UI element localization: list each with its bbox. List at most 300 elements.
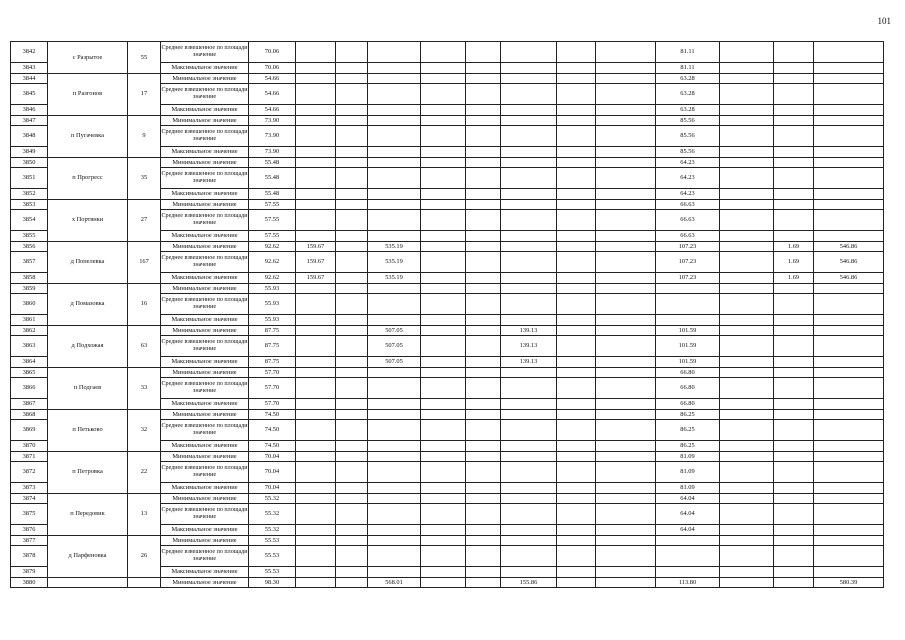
value-cell: [421, 231, 466, 242]
value-cell: [720, 105, 774, 116]
value-cell: [596, 283, 656, 294]
value-cell: [720, 409, 774, 420]
value-cell: [596, 420, 656, 441]
value-cell: [557, 241, 596, 252]
page-number: 101: [877, 16, 891, 26]
value-type: Минимальное значение: [161, 157, 249, 168]
value-cell: [814, 157, 884, 168]
population: 16: [128, 283, 161, 325]
value-cell: [774, 483, 814, 494]
value-cell: 155.86: [501, 577, 557, 588]
value-cell: [814, 325, 884, 336]
value-cell: [720, 115, 774, 126]
value-cell: [296, 409, 336, 420]
row-number: 3846: [11, 105, 48, 116]
value-cell: 54.66: [249, 105, 296, 116]
value-cell: [336, 441, 368, 452]
row-number: 3879: [11, 567, 48, 578]
row-number: 3867: [11, 399, 48, 410]
value-cell: [501, 273, 557, 284]
value-cell: [501, 420, 557, 441]
value-cell: [336, 399, 368, 410]
value-cell: [336, 199, 368, 210]
value-cell: [814, 504, 884, 525]
row-number: 3872: [11, 462, 48, 483]
value-cell: [720, 420, 774, 441]
value-cell: [814, 451, 884, 462]
value-cell: [774, 168, 814, 189]
value-type: Максимальное значение: [161, 273, 249, 284]
value-cell: [421, 84, 466, 105]
value-cell: [336, 241, 368, 252]
value-type: Среднее взвешенное по площади значение: [161, 294, 249, 315]
value-type: Среднее взвешенное по площади значение: [161, 42, 249, 63]
value-cell: [596, 357, 656, 368]
value-cell: [466, 441, 501, 452]
value-cell: [296, 115, 336, 126]
value-type: Среднее взвешенное по площади значение: [161, 210, 249, 231]
value-type: Среднее взвешенное по площади значение: [161, 84, 249, 105]
value-cell: [720, 241, 774, 252]
value-cell: [421, 441, 466, 452]
value-cell: [596, 168, 656, 189]
value-cell: [336, 525, 368, 536]
value-cell: [501, 189, 557, 200]
value-cell: [596, 115, 656, 126]
value-cell: [596, 315, 656, 326]
value-cell: [466, 42, 501, 63]
row-number: 3869: [11, 420, 48, 441]
value-cell: [421, 241, 466, 252]
value-cell: [596, 73, 656, 84]
value-cell: [596, 483, 656, 494]
value-cell: [296, 378, 336, 399]
population: 9: [128, 115, 161, 157]
value-cell: 1.69: [774, 273, 814, 284]
value-cell: [466, 336, 501, 357]
value-cell: 139.13: [501, 336, 557, 357]
value-cell: 86.25: [656, 441, 720, 452]
value-cell: [596, 189, 656, 200]
value-cell: 546.86: [814, 241, 884, 252]
table-row: [11, 157, 884, 168]
row-number: 3844: [11, 73, 48, 84]
value-cell: [466, 577, 501, 588]
value-cell: [466, 210, 501, 231]
value-cell: [596, 546, 656, 567]
value-cell: [557, 63, 596, 74]
value-cell: [336, 252, 368, 273]
value-cell: 87.75: [249, 357, 296, 368]
value-cell: [421, 357, 466, 368]
value-cell: [814, 199, 884, 210]
value-cell: [501, 199, 557, 210]
value-cell: [814, 420, 884, 441]
value-cell: [720, 273, 774, 284]
value-cell: 92.62: [249, 241, 296, 252]
value-cell: [596, 409, 656, 420]
value-cell: 55.32: [249, 525, 296, 536]
value-cell: [421, 577, 466, 588]
value-cell: [336, 168, 368, 189]
value-cell: [557, 283, 596, 294]
value-cell: [368, 105, 421, 116]
value-cell: [814, 147, 884, 158]
value-cell: [296, 493, 336, 504]
value-cell: [596, 157, 656, 168]
settlement-name: д Парфеновка: [48, 535, 128, 577]
value-cell: [368, 441, 421, 452]
value-cell: [501, 567, 557, 578]
value-cell: [501, 231, 557, 242]
value-cell: [336, 231, 368, 242]
value-cell: [296, 420, 336, 441]
row-number: 3849: [11, 147, 48, 158]
value-cell: 73.90: [249, 147, 296, 158]
value-cell: [501, 252, 557, 273]
value-cell: [814, 336, 884, 357]
value-cell: [814, 378, 884, 399]
value-cell: [466, 535, 501, 546]
value-cell: [501, 315, 557, 326]
value-cell: [720, 283, 774, 294]
value-cell: [368, 504, 421, 525]
value-cell: 55.53: [249, 567, 296, 578]
value-cell: [596, 63, 656, 74]
value-cell: [421, 378, 466, 399]
row-number: 3859: [11, 283, 48, 294]
value-cell: [814, 189, 884, 200]
value-cell: [774, 546, 814, 567]
value-cell: [421, 283, 466, 294]
value-cell: [814, 535, 884, 546]
value-cell: [814, 315, 884, 326]
table-row: [11, 451, 884, 462]
value-cell: [501, 63, 557, 74]
settlement-name: п Пугачевка: [48, 115, 128, 157]
value-cell: 81.09: [656, 451, 720, 462]
value-cell: [336, 273, 368, 284]
value-type: Максимальное значение: [161, 483, 249, 494]
value-cell: [421, 535, 466, 546]
value-cell: [557, 367, 596, 378]
value-cell: [720, 199, 774, 210]
value-cell: [421, 147, 466, 158]
value-cell: [501, 546, 557, 567]
row-number: 3874: [11, 493, 48, 504]
value-cell: [296, 567, 336, 578]
value-cell: [557, 567, 596, 578]
value-cell: [421, 567, 466, 578]
value-cell: [557, 420, 596, 441]
value-cell: [368, 525, 421, 536]
value-cell: [501, 409, 557, 420]
value-cell: [501, 451, 557, 462]
settlement-name: [48, 577, 128, 588]
value-cell: [720, 535, 774, 546]
value-cell: [368, 189, 421, 200]
value-cell: [501, 294, 557, 315]
value-cell: [557, 493, 596, 504]
value-cell: [296, 231, 336, 242]
value-cell: [774, 399, 814, 410]
value-cell: [336, 535, 368, 546]
value-cell: [814, 210, 884, 231]
value-cell: [501, 493, 557, 504]
value-cell: 535.19: [368, 252, 421, 273]
value-cell: [501, 73, 557, 84]
value-cell: [596, 241, 656, 252]
value-cell: [368, 420, 421, 441]
value-cell: 55.53: [249, 535, 296, 546]
value-cell: [814, 399, 884, 410]
value-cell: 55.93: [249, 315, 296, 326]
value-cell: [421, 525, 466, 536]
row-number: 3848: [11, 126, 48, 147]
value-cell: [557, 73, 596, 84]
value-type: Среднее взвешенное по площади значение: [161, 378, 249, 399]
value-cell: [466, 84, 501, 105]
value-cell: [421, 115, 466, 126]
value-cell: 535.19: [368, 273, 421, 284]
value-cell: [501, 84, 557, 105]
value-cell: 101.59: [656, 357, 720, 368]
value-cell: 64.04: [656, 493, 720, 504]
value-cell: [656, 546, 720, 567]
value-cell: 1.69: [774, 252, 814, 273]
value-cell: [466, 294, 501, 315]
table-row: [11, 367, 884, 378]
value-cell: [368, 199, 421, 210]
value-cell: [596, 325, 656, 336]
value-cell: [557, 115, 596, 126]
value-cell: [720, 294, 774, 315]
value-cell: [421, 336, 466, 357]
value-cell: [296, 399, 336, 410]
value-cell: [421, 168, 466, 189]
value-cell: [296, 63, 336, 74]
value-cell: 64.04: [656, 504, 720, 525]
value-cell: [720, 441, 774, 452]
table-body: [11, 42, 884, 588]
value-cell: [466, 157, 501, 168]
row-number: 3860: [11, 294, 48, 315]
value-cell: [596, 199, 656, 210]
value-cell: [368, 409, 421, 420]
value-cell: 57.55: [249, 199, 296, 210]
value-cell: [466, 168, 501, 189]
value-cell: 64.04: [656, 525, 720, 536]
value-cell: [368, 84, 421, 105]
value-cell: [296, 441, 336, 452]
value-cell: 64.23: [656, 189, 720, 200]
value-cell: [557, 168, 596, 189]
value-cell: [368, 546, 421, 567]
value-cell: [501, 367, 557, 378]
value-cell: [466, 315, 501, 326]
value-cell: [596, 462, 656, 483]
value-cell: [466, 147, 501, 158]
value-cell: [774, 231, 814, 242]
value-cell: [466, 567, 501, 578]
settlement-name: п Передовик: [48, 493, 128, 535]
value-cell: [557, 535, 596, 546]
value-cell: [557, 199, 596, 210]
value-cell: [557, 210, 596, 231]
value-cell: [720, 493, 774, 504]
value-cell: [368, 157, 421, 168]
value-cell: [814, 357, 884, 368]
value-cell: 70.04: [249, 451, 296, 462]
value-type: Минимальное значение: [161, 535, 249, 546]
value-cell: [814, 441, 884, 452]
value-cell: 507.05: [368, 336, 421, 357]
value-cell: 107.23: [656, 241, 720, 252]
value-cell: [296, 157, 336, 168]
value-type: Максимальное значение: [161, 63, 249, 74]
value-cell: [720, 252, 774, 273]
value-cell: [336, 336, 368, 357]
value-cell: [557, 399, 596, 410]
value-cell: [466, 189, 501, 200]
value-cell: [466, 483, 501, 494]
value-cell: [596, 105, 656, 116]
value-cell: [501, 157, 557, 168]
value-cell: [296, 546, 336, 567]
value-cell: [421, 210, 466, 231]
row-number: 3858: [11, 273, 48, 284]
table-row: [11, 73, 884, 84]
value-cell: [421, 73, 466, 84]
value-cell: 546.86: [814, 273, 884, 284]
value-cell: [774, 577, 814, 588]
value-cell: [774, 210, 814, 231]
value-cell: [421, 105, 466, 116]
value-cell: [656, 283, 720, 294]
table-row: [11, 42, 884, 63]
value-type: Среднее взвешенное по площади значение: [161, 252, 249, 273]
value-cell: [421, 367, 466, 378]
value-cell: [368, 42, 421, 63]
settlement-name: х Портянки: [48, 199, 128, 241]
value-cell: 54.66: [249, 73, 296, 84]
settlement-name: п Разгонов: [48, 73, 128, 115]
value-cell: [720, 357, 774, 368]
value-cell: 87.75: [249, 325, 296, 336]
row-number: 3875: [11, 504, 48, 525]
value-cell: [368, 147, 421, 158]
value-cell: [656, 315, 720, 326]
value-cell: [296, 199, 336, 210]
value-cell: [336, 504, 368, 525]
value-cell: [557, 483, 596, 494]
value-cell: [421, 420, 466, 441]
row-number: 3862: [11, 325, 48, 336]
value-cell: [774, 126, 814, 147]
value-cell: [557, 126, 596, 147]
value-cell: [774, 462, 814, 483]
value-cell: 57.55: [249, 231, 296, 242]
value-cell: [720, 399, 774, 410]
value-cell: [296, 483, 336, 494]
value-cell: [501, 462, 557, 483]
value-cell: 70.04: [249, 483, 296, 494]
value-cell: [296, 84, 336, 105]
settlement-name: п Петровка: [48, 451, 128, 493]
value-cell: [368, 535, 421, 546]
value-cell: [336, 420, 368, 441]
value-cell: 107.23: [656, 273, 720, 284]
value-cell: 507.05: [368, 357, 421, 368]
value-type: Среднее взвешенное по площади значение: [161, 420, 249, 441]
value-cell: [557, 451, 596, 462]
value-cell: [774, 157, 814, 168]
value-cell: [501, 283, 557, 294]
value-cell: [720, 157, 774, 168]
value-cell: [296, 336, 336, 357]
value-cell: [557, 231, 596, 242]
value-cell: [421, 42, 466, 63]
value-cell: [557, 441, 596, 452]
value-cell: 73.90: [249, 126, 296, 147]
value-cell: [596, 378, 656, 399]
settlement-name: д Помазовка: [48, 283, 128, 325]
value-cell: [501, 241, 557, 252]
settlement-name: д Подхожая: [48, 325, 128, 367]
value-cell: [720, 378, 774, 399]
value-cell: [421, 199, 466, 210]
value-cell: [720, 84, 774, 105]
value-cell: [596, 42, 656, 63]
value-cell: [336, 493, 368, 504]
value-cell: [296, 283, 336, 294]
value-type: Максимальное значение: [161, 231, 249, 242]
value-cell: [368, 483, 421, 494]
value-cell: [774, 409, 814, 420]
value-type: Минимальное значение: [161, 367, 249, 378]
value-cell: [814, 126, 884, 147]
value-type: Максимальное значение: [161, 441, 249, 452]
value-cell: 74.50: [249, 409, 296, 420]
value-cell: [501, 168, 557, 189]
value-cell: [466, 367, 501, 378]
value-cell: [814, 409, 884, 420]
value-cell: [466, 378, 501, 399]
value-cell: 63.28: [656, 105, 720, 116]
row-number: 3878: [11, 546, 48, 567]
row-number: 3843: [11, 63, 48, 74]
value-cell: [368, 315, 421, 326]
settlement-name: с Разрытое: [48, 42, 128, 74]
value-cell: [814, 73, 884, 84]
value-cell: [296, 367, 336, 378]
value-cell: [501, 210, 557, 231]
value-cell: [368, 367, 421, 378]
value-cell: [814, 294, 884, 315]
value-cell: [774, 73, 814, 84]
value-cell: [557, 252, 596, 273]
value-type: Среднее взвешенное по площади значение: [161, 546, 249, 567]
value-cell: [774, 367, 814, 378]
value-cell: [557, 105, 596, 116]
value-cell: [656, 567, 720, 578]
value-cell: 73.90: [249, 115, 296, 126]
value-cell: [336, 409, 368, 420]
population: 13: [128, 493, 161, 535]
row-number: 3851: [11, 168, 48, 189]
value-cell: [720, 367, 774, 378]
value-type: Минимальное значение: [161, 115, 249, 126]
